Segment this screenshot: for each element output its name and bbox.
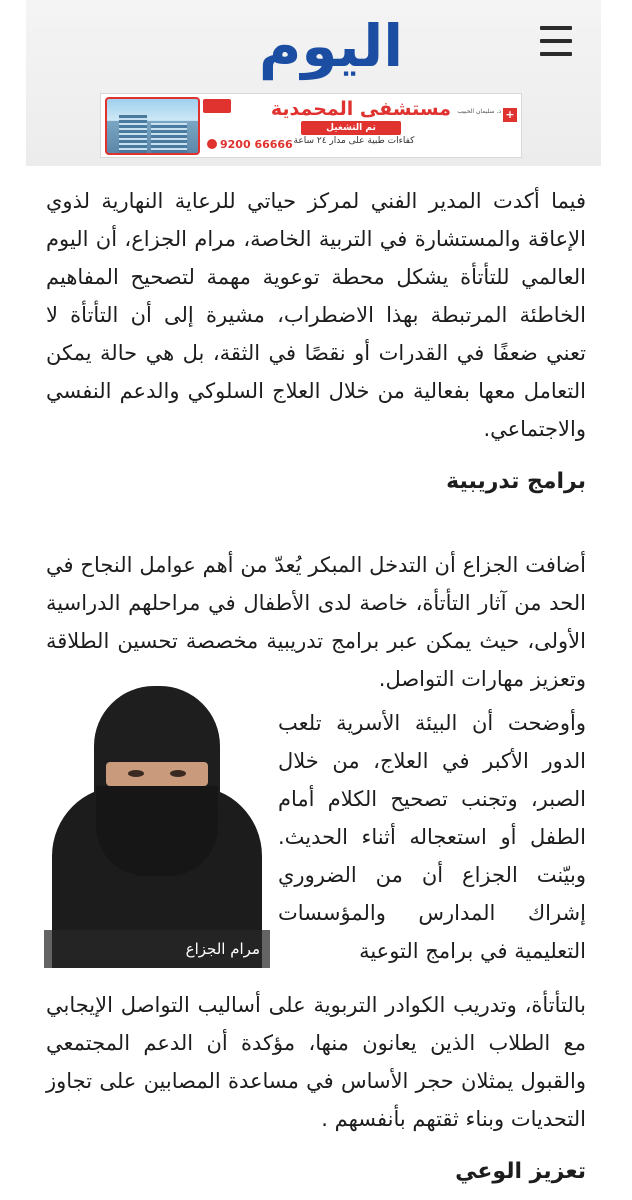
hamburger-menu-icon[interactable] xyxy=(540,26,576,56)
person-photo[interactable] xyxy=(44,686,270,968)
menu-bar xyxy=(540,52,572,56)
photo-eyes xyxy=(106,762,208,786)
article-paragraph: وأوضحت أن البيئة الأسرية تلعب الدور الأكبر في العلاج، من خلال الصبر، وتجنب تصحيح الكلام أمام الطفل أو استعجاله أثناء الحديث. وبيّنت الجزاع أن من الضروري إشراك المدارس والمؤسسات التعليمية في برامج التوعية xyxy=(278,711,586,963)
article-paragraph: بالتأتأة، وتدريب الكوادر التربوية على أساليب التواصل الإيجابي مع الطلاب الذين يعانون منها، مؤكدة أن الدعم المجتمعي والقبول يمثلان حجر الأساس في مساعدة المصابين على تجاوز التحديات وبناء ثقتهم بأنفسهم . xyxy=(46,993,586,1131)
ad-slogan: كفاءات طبية على مدار ٢٤ ساعة xyxy=(293,136,415,146)
article-paragraph: فيما أكدت المدير الفني لمركز حياتي للرعاية النهارية لذوي الإعاقة والمستشارة في التربية الخاصة، مرام الجزاع، أن اليوم العالمي للتأتأة يشكل محطة توعوية مهمة لتصحيح المفاهيم الخاطئة المرتبطة بهذا الاضطراب، مشيرة إلى أن التأتأة لا تعني ضعفًا في القدرات أو نقصًا في الثقة، بل هي حالة يمكن التعامل معها بفعالية من خلال العلاج السلوكي والدعم النفسي والاجتماعي. xyxy=(46,189,586,441)
medical-cross-icon: + xyxy=(503,108,517,122)
ad-badge xyxy=(203,99,231,113)
article-paragraph: أضافت الجزاع أن التدخل المبكر يُعدّ من أهم عوامل النجاح في الحد من آثار التأتأة، خاصة لدى الأطفال في مراحلهم الدراسية الأولى، حيث يمكن عبر برامج تدريبية مخصصة تحسين الطلاقة وتعزيز مهارات التواصل. xyxy=(46,553,586,691)
phone-icon xyxy=(207,139,217,149)
hospital-ad-banner[interactable] xyxy=(100,93,522,158)
article-subheading: تعزيز الوعي xyxy=(455,1159,586,1184)
building-tower xyxy=(151,123,187,153)
article-subheading: برامج تدريبية xyxy=(446,469,586,494)
ad-phone-text: 9200 66666 xyxy=(220,138,293,151)
building-tower xyxy=(119,113,147,153)
menu-bar xyxy=(540,39,572,43)
photo-caption: مرام الجزاع xyxy=(44,930,270,968)
ad-status-pill: تم التشغيل xyxy=(301,121,401,135)
ad-brand-text: د. سليمان الحبيب xyxy=(457,108,501,115)
site-header xyxy=(0,0,632,168)
ad-title: مستشفى المحمدية xyxy=(270,98,451,120)
ad-phone-number xyxy=(207,138,293,152)
article-body xyxy=(0,168,632,1200)
site-logo[interactable]: اليوم xyxy=(258,12,404,80)
menu-bar xyxy=(540,26,572,30)
hospital-building-image xyxy=(105,97,200,155)
photo-veil xyxy=(96,786,218,876)
